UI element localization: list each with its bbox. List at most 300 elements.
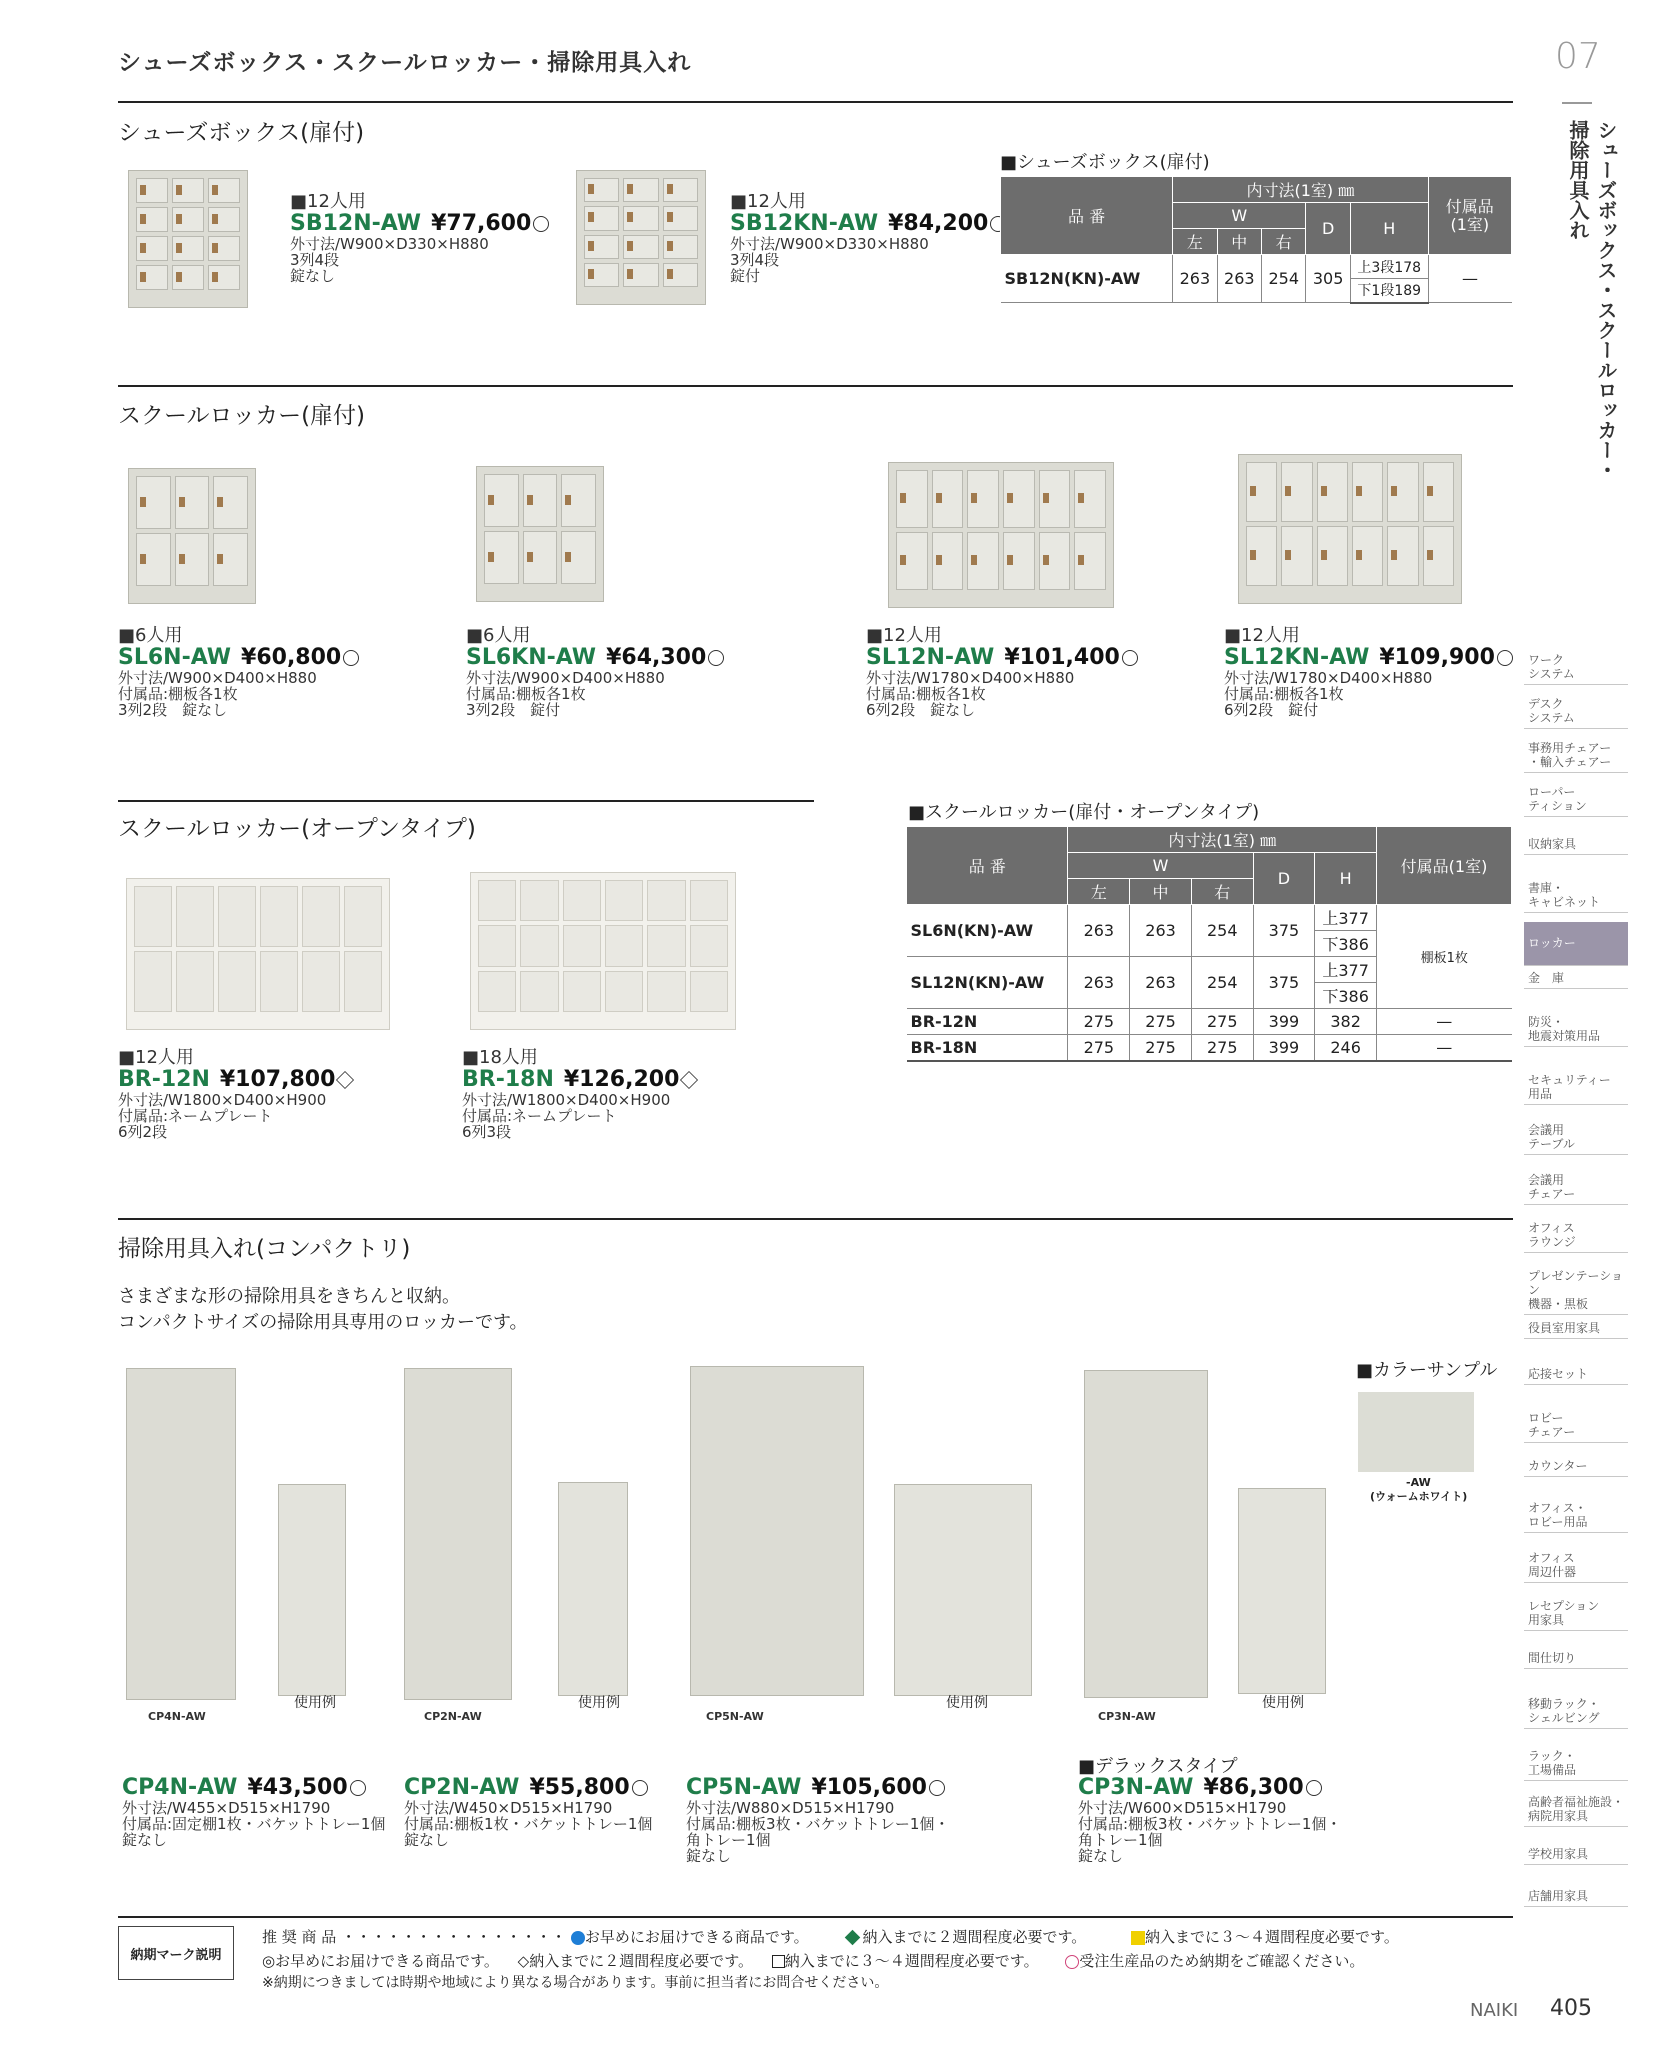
latch-icon [1285, 486, 1291, 496]
product-price: ¥84,200 [888, 211, 989, 236]
latch-icon [1356, 550, 1362, 560]
latch-icon [140, 243, 146, 253]
side-index-item[interactable]: 事務用チェアー ・輸入チェアー [1524, 738, 1628, 773]
product-code-line [462, 1068, 742, 1092]
latch-icon [527, 552, 533, 562]
brand-name: NAIKI [1470, 2000, 1519, 2021]
table-caption-locker: ■スクールロッカー(扉付・オープンタイプ) [908, 802, 1260, 823]
product-code-line [118, 1068, 398, 1092]
green-diamond-icon [845, 1930, 861, 1946]
product-cp5n [686, 1776, 976, 1864]
open-compartment [647, 971, 685, 1012]
product-price: ¥101,400 [1004, 645, 1120, 670]
image-label: CP5N-AW [706, 1710, 764, 1723]
td-h-lower: 下386 [1315, 983, 1377, 1009]
td-h: 246 [1315, 1035, 1377, 1061]
product-spec: 付属品:棚板各1枚 [466, 685, 586, 703]
legend-row-1 [262, 1926, 1399, 1947]
product-spec: 外寸法/W900×D400×H880 [118, 669, 317, 687]
th-accessory: 付属品(1室) [1377, 827, 1512, 905]
td-right: 275 [1191, 1035, 1253, 1061]
product-spec: 6列3段 [462, 1123, 512, 1141]
product-price: ¥105,600 [811, 1775, 927, 1800]
product-spec: 外寸法/W900×D330×H880 [290, 235, 489, 253]
product-cp4n [122, 1776, 402, 1848]
latch-icon [176, 214, 182, 224]
td-middle: 263 [1130, 905, 1192, 957]
circle-mark-icon [1122, 650, 1138, 666]
product-spec: 6列2段 錠付 [1224, 701, 1319, 719]
open-compartment [520, 925, 558, 966]
section-title-open-locker: スクールロッカー(オープンタイプ) [118, 816, 476, 842]
td-part-number: BR-18N [907, 1035, 1068, 1061]
product-spec: 錠なし [122, 1831, 168, 1849]
product-spec: 外寸法/W600×D515×H1790 [1078, 1799, 1287, 1817]
latch-icon [588, 184, 594, 194]
side-index-nav [1524, 650, 1628, 1903]
image-label: CP2N-AW [424, 1710, 482, 1723]
footer-note: ※納期につきましては時期や地域により異なる場合があります。事前に担当者にお問合せください。 [262, 1975, 889, 1991]
th-w: W [1068, 853, 1253, 879]
latch-icon [1250, 486, 1256, 496]
cleaning-locker-usage-image [558, 1482, 628, 1696]
td-left: 263 [1068, 957, 1130, 1009]
open-compartment [478, 971, 516, 1012]
th-d: D [1306, 203, 1350, 255]
open-compartment [520, 971, 558, 1012]
latch-icon [1321, 486, 1327, 496]
spec-table-locker [906, 826, 1512, 1062]
product-code-line [122, 1776, 402, 1800]
circle-mark-icon [350, 1780, 366, 1796]
open-compartment [690, 971, 728, 1012]
product-price: ¥126,200 [563, 1067, 680, 1092]
product-spec: 外寸法/W880×D515×H1790 [686, 1799, 895, 1817]
latch-icon [627, 184, 633, 194]
legend-3-4weeks-square: 納入までに３～４週間程度必要です。 [784, 1952, 1039, 1970]
legend-recommended: 推 奨 商 品 ・・・・・・・・・・・・・・・ [262, 1928, 567, 1946]
td-h: 382 [1315, 1009, 1377, 1035]
cleaning-locker-usage-image [278, 1484, 346, 1696]
side-index-item[interactable]: 役員室用家具 [1524, 1318, 1628, 1339]
open-compartment [260, 886, 298, 947]
circle-mark-icon [343, 650, 359, 666]
product-spec: 錠付 [730, 267, 761, 285]
product-spec: 付属品:棚板3枚・バケットトレー1個・ [1078, 1815, 1342, 1833]
locker-image-sl12kn [1238, 454, 1462, 604]
product-code-line [686, 1776, 976, 1800]
yellow-square-icon [1131, 1931, 1145, 1945]
td-d: 399 [1253, 1035, 1315, 1061]
th-part-number: 品 番 [1001, 177, 1173, 255]
td-accessory: — [1428, 255, 1511, 303]
td-d: 375 [1253, 957, 1315, 1009]
td-part-number: SL12N(KN)-AW [907, 957, 1068, 1009]
latch-icon [1391, 486, 1397, 496]
circle-mark-icon [1306, 1780, 1322, 1796]
th-middle: 中 [1130, 879, 1192, 905]
td-middle: 263 [1130, 957, 1192, 1009]
product-spec: 3列4段 [290, 251, 340, 269]
product-code: SL12KN-AW [1224, 645, 1370, 670]
product-price: ¥77,600 [431, 211, 532, 236]
color-sample-swatch [1358, 1392, 1474, 1472]
open-compartment [605, 925, 643, 966]
td-part-number: BR-12N [907, 1009, 1068, 1035]
side-index-item[interactable]: 金 庫 [1524, 968, 1628, 989]
product-capacity: ■12人用 [290, 191, 366, 212]
latch-icon [588, 269, 594, 279]
legend-made-to-order: 受注生産品のため納期をご確認ください。 [1079, 1952, 1365, 1970]
product-sl6kn [466, 626, 746, 718]
product-spec: 付属品:ネームプレート [462, 1107, 617, 1125]
product-code-line [730, 212, 990, 236]
legend-fast: お早めにお届けできる商品です。 [584, 1928, 809, 1946]
latch-icon [1427, 550, 1433, 560]
side-index-item[interactable]: 防災・ 地震対策用品 [1524, 1012, 1628, 1047]
td-middle: 275 [1130, 1035, 1192, 1061]
latch-icon [588, 212, 594, 222]
open-compartment [218, 886, 256, 947]
product-spec: 付属品:棚板3枚・バケットトレー1個・ [686, 1815, 950, 1833]
table-caption-shoebox: ■シューズボックス(扉付) [1000, 152, 1210, 173]
open-compartment [605, 880, 643, 921]
td-part-number: SB12N(KN)-AW [1001, 255, 1173, 303]
side-index-item[interactable]: ワーク システム [1524, 650, 1628, 685]
page-number: 405 [1550, 1996, 1592, 2021]
latch-icon [179, 497, 185, 507]
page-header-title: シューズボックス・スクールロッカー・掃除用具入れ [118, 50, 692, 76]
latch-icon [900, 493, 906, 503]
spec-table-shoebox [1000, 176, 1512, 304]
latch-icon [140, 272, 146, 282]
product-code-line [404, 1776, 684, 1800]
image-label: CP4N-AW [148, 1710, 206, 1723]
th-h: H [1315, 853, 1377, 905]
product-capacity: ■18人用 [462, 1047, 538, 1068]
delivery-mark-legend-label-box [118, 1926, 234, 1980]
product-code: SL12N-AW [866, 645, 995, 670]
latch-icon [1285, 550, 1291, 560]
cleaning-locker-image-cp5n [690, 1366, 864, 1696]
td-accessory-shared: 棚板1枚 [1377, 905, 1512, 1009]
open-compartment [176, 886, 214, 947]
latch-icon [140, 185, 146, 195]
product-price: ¥43,500 [247, 1775, 348, 1800]
open-compartment [520, 880, 558, 921]
latch-icon [1321, 550, 1327, 560]
latch-icon [1007, 555, 1013, 565]
product-spec: 付属品:固定棚1枚・バケットトレー1個 [122, 1815, 386, 1833]
usage-label: 使用例 [1262, 1695, 1304, 1711]
side-index-item[interactable]: オフィス ラウンジ [1524, 1218, 1628, 1253]
open-compartment [344, 951, 382, 1012]
blue-circle-icon [571, 1931, 585, 1945]
product-cp3n [1078, 1776, 1368, 1864]
latch-icon [627, 212, 633, 222]
made-to-order-icon [1065, 1955, 1079, 1969]
vertical-chapter-title: シューズボックス・スクールロッカー・掃除用具入れ [1566, 120, 1618, 480]
side-index-item[interactable]: 間仕切り [1524, 1648, 1628, 1669]
latch-icon [488, 495, 494, 505]
side-index-item[interactable]: 書庫・ キャビネット [1524, 878, 1628, 913]
side-index-item[interactable]: セキュリティー 用品 [1524, 1070, 1628, 1105]
td-d: 305 [1306, 255, 1350, 303]
product-spec: 錠なし [404, 1831, 450, 1849]
section-divider [118, 1218, 1513, 1220]
product-capacity: ■6人用 [466, 625, 531, 646]
diamond-mark-icon [680, 1071, 698, 1089]
product-spec: 外寸法/W1800×D400×H900 [118, 1091, 327, 1109]
product-capacity: ■12人用 [1224, 625, 1300, 646]
section-title-shoebox: シューズボックス(扉付) [118, 120, 365, 146]
td-h-lower: 下1段189 [1350, 279, 1428, 303]
open-compartment [690, 925, 728, 966]
latch-icon [212, 272, 218, 282]
product-spec: 3列2段 錠なし [118, 701, 228, 719]
color-sample-code: -AW [1406, 1476, 1431, 1489]
latch-icon [936, 555, 942, 565]
td-accessory: — [1377, 1035, 1512, 1061]
side-index-item[interactable]: オフィス 周辺什器 [1524, 1548, 1628, 1583]
side-index-item[interactable]: オフィス・ ロビー用品 [1524, 1498, 1628, 1533]
latch-icon [627, 269, 633, 279]
th-w: W [1173, 203, 1306, 229]
latch-icon [971, 555, 977, 565]
side-index-item[interactable]: デスク システム [1524, 694, 1628, 729]
open-compartment [176, 951, 214, 1012]
open-compartment [690, 880, 728, 921]
product-spec: 角トレー1個 [1078, 1831, 1163, 1849]
latch-icon [488, 552, 494, 562]
circle-mark-icon [708, 650, 724, 666]
open-compartment [478, 925, 516, 966]
delivery-mark-legend-label: 納期マーク説明 [130, 1947, 222, 1963]
open-locker-image-br12n [126, 878, 390, 1030]
side-index-item[interactable]: プレゼンテーション 機器・黒板 [1524, 1266, 1628, 1315]
side-index-item[interactable]: 高齢者福祉施設・ 病院用家具 [1524, 1792, 1628, 1827]
side-index-item[interactable]: ロッカー [1524, 922, 1628, 966]
product-spec: 外寸法/W1780×D400×H880 [1224, 669, 1433, 687]
product-br12n [118, 1048, 398, 1140]
cleaning-locker-usage-image [894, 1484, 1032, 1696]
image-label: CP3N-AW [1098, 1710, 1156, 1723]
latch-icon [217, 554, 223, 564]
latch-icon [212, 214, 218, 224]
latch-icon [1078, 493, 1084, 503]
td-middle: 263 [1217, 255, 1261, 303]
side-index-item[interactable]: 会議用 チェアー [1524, 1170, 1628, 1205]
td-right: 254 [1191, 905, 1253, 957]
product-code-line [866, 646, 1156, 670]
th-accessory: 付属品 (1室) [1428, 177, 1511, 255]
chapter-number: 07 [1555, 36, 1601, 77]
product-price: ¥64,300 [606, 645, 707, 670]
product-code: CP2N-AW [404, 1775, 520, 1800]
cleaning-locker-image-cp3n [1084, 1370, 1208, 1698]
open-compartment [218, 951, 256, 1012]
product-sb12kn [730, 192, 990, 284]
th-inner-size: 内寸法(1室) ㎜ [1068, 827, 1377, 853]
product-code: CP4N-AW [122, 1775, 238, 1800]
cleaning-description-2: コンパクトサイズの掃除用具専用のロッカーです。 [118, 1312, 528, 1333]
product-price: ¥55,800 [529, 1775, 630, 1800]
product-spec: 6列2段 錠なし [866, 701, 976, 719]
td-d: 399 [1253, 1009, 1315, 1035]
deluxe-type-label: ■デラックスタイプ [1078, 1756, 1238, 1777]
latch-icon [667, 184, 673, 194]
product-spec: 錠なし [1078, 1847, 1124, 1865]
latch-icon [900, 555, 906, 565]
open-compartment [647, 880, 685, 921]
product-sb12n [290, 192, 540, 284]
product-spec: 角トレー1個 [686, 1831, 771, 1849]
product-code-line [1224, 646, 1520, 670]
td-h-upper: 上377 [1315, 905, 1377, 931]
section-title-locker: スクールロッカー(扉付) [118, 403, 366, 429]
circle-mark-icon [1497, 650, 1513, 666]
product-spec: 外寸法/W900×D330×H880 [730, 235, 929, 253]
th-d: D [1253, 853, 1315, 905]
open-compartment [260, 951, 298, 1012]
color-sample-title: ■カラーサンプル [1356, 1360, 1498, 1381]
open-compartment [134, 951, 172, 1012]
td-d: 375 [1253, 905, 1315, 957]
product-sl6n [118, 626, 388, 718]
td-left: 263 [1068, 905, 1130, 957]
latch-icon [212, 185, 218, 195]
td-right: 275 [1191, 1009, 1253, 1035]
usage-label: 使用例 [578, 1695, 620, 1711]
side-index-item[interactable]: ロビー チェアー [1524, 1408, 1628, 1443]
latch-icon [527, 495, 533, 505]
td-middle: 275 [1130, 1009, 1192, 1035]
black-square-icon [772, 1955, 785, 1968]
product-code: SL6N-AW [118, 645, 232, 670]
latch-icon [971, 493, 977, 503]
legend-3-4weeks: 納入までに３～４週間程度必要です。 [1145, 1928, 1399, 1946]
footer-top-rule [118, 1916, 1513, 1918]
product-capacity: ■12人用 [730, 191, 806, 212]
latch-icon [176, 185, 182, 195]
open-compartment [478, 880, 516, 921]
open-compartment [605, 971, 643, 1012]
shoebox-image-sb12n [128, 170, 248, 308]
side-index-item[interactable]: ローパー ティション [1524, 782, 1628, 817]
side-index-item[interactable]: 移動ラック・ シェルビング [1524, 1694, 1628, 1729]
latch-icon [1250, 550, 1256, 560]
circle-mark-icon [632, 1780, 648, 1796]
product-spec: 付属品:ネームプレート [118, 1107, 273, 1125]
latch-icon [179, 554, 185, 564]
cleaning-locker-usage-image [1238, 1488, 1326, 1694]
product-code: SB12N-AW [290, 211, 422, 236]
open-compartment [563, 971, 601, 1012]
product-spec: 外寸法/W455×D515×H1790 [122, 1799, 331, 1817]
side-index-item[interactable]: 店舗用家具 [1524, 1886, 1628, 1907]
latch-icon [667, 241, 673, 251]
latch-icon [667, 269, 673, 279]
latch-icon [140, 554, 146, 564]
product-spec: 付属品:棚板各1枚 [1224, 685, 1344, 703]
side-index-item[interactable]: 応接セット [1524, 1364, 1628, 1385]
chapter-divider [1562, 102, 1592, 104]
open-compartment [647, 925, 685, 966]
open-compartment [302, 886, 340, 947]
th-left: 左 [1173, 229, 1217, 255]
product-code: BR-12N [118, 1067, 210, 1092]
latch-icon [1391, 550, 1397, 560]
td-h-upper: 上3段178 [1350, 255, 1428, 279]
product-code-line [466, 646, 746, 670]
product-sl12n [866, 626, 1156, 718]
latch-icon [217, 497, 223, 507]
product-sl12kn [1224, 626, 1520, 718]
td-left: 263 [1173, 255, 1217, 303]
product-capacity: ■6人用 [118, 625, 183, 646]
side-index-item[interactable]: ラック・ 工場備品 [1524, 1746, 1628, 1781]
latch-icon [1007, 493, 1013, 503]
td-right: 254 [1191, 957, 1253, 1009]
side-index-item[interactable]: レセプション 用家具 [1524, 1596, 1628, 1631]
product-spec: 3列4段 [730, 251, 780, 269]
td-left: 275 [1068, 1035, 1130, 1061]
side-index-item[interactable]: 学校用家具 [1524, 1844, 1628, 1865]
product-spec: 6列2段 [118, 1123, 168, 1141]
product-spec: 外寸法/W900×D400×H880 [466, 669, 665, 687]
diamond-mark-icon [336, 1071, 354, 1089]
product-spec: 外寸法/W1780×D400×H880 [866, 669, 1075, 687]
latch-icon [627, 241, 633, 251]
shoebox-image-sb12kn [576, 170, 706, 305]
product-spec: 外寸法/W450×D515×H1790 [404, 1799, 613, 1817]
th-h: H [1350, 203, 1428, 255]
section-divider [118, 101, 1513, 103]
latch-icon [565, 552, 571, 562]
latch-icon [1356, 486, 1362, 496]
td-h-lower: 下386 [1315, 931, 1377, 957]
th-right: 右 [1191, 879, 1253, 905]
product-code: SB12KN-AW [730, 211, 879, 236]
product-code: BR-18N [462, 1067, 554, 1092]
side-index-item[interactable]: 会議用 テーブル [1524, 1120, 1628, 1155]
product-price: ¥109,900 [1379, 645, 1495, 670]
legend-2weeks-diamond: ◇納入までに２週間程度必要です。 [517, 1952, 754, 1970]
th-inner-size: 内寸法(1室) ㎜ [1173, 177, 1428, 203]
product-price: ¥107,800 [219, 1067, 336, 1092]
product-code-line [290, 212, 540, 236]
latch-icon [140, 497, 146, 507]
open-compartment [563, 880, 601, 921]
latch-icon [176, 272, 182, 282]
td-left: 275 [1068, 1009, 1130, 1035]
latch-icon [1078, 555, 1084, 565]
td-h-upper: 上377 [1315, 957, 1377, 983]
product-code: CP3N-AW [1078, 1775, 1194, 1800]
latch-icon [667, 212, 673, 222]
side-index-item[interactable]: 収納家具 [1524, 834, 1628, 855]
cleaning-locker-image-cp4n [126, 1368, 236, 1700]
side-index-item[interactable]: カウンター [1524, 1456, 1628, 1477]
section-divider [118, 800, 814, 802]
usage-label: 使用例 [946, 1695, 988, 1711]
product-spec: 錠なし [290, 267, 336, 285]
th-middle: 中 [1217, 229, 1261, 255]
latch-icon [212, 243, 218, 253]
th-part-number: 品 番 [907, 827, 1068, 905]
locker-image-sl6kn [476, 466, 604, 602]
cleaning-locker-image-cp2n [404, 1368, 512, 1700]
